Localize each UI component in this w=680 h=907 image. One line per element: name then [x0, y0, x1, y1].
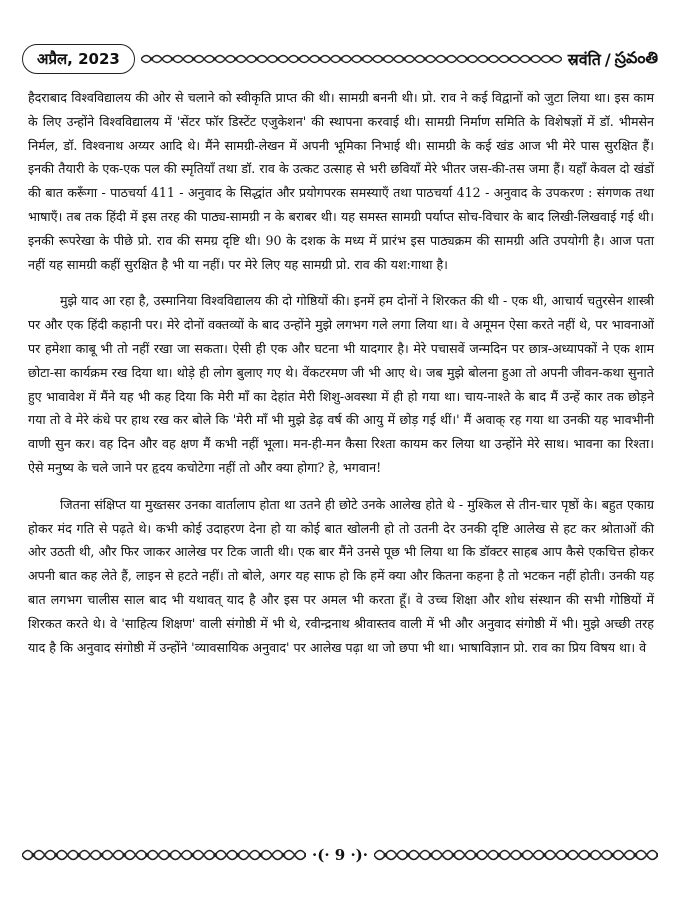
title-separator: /	[604, 49, 611, 69]
page-header	[22, 44, 658, 74]
issue-date: अप्रैल, 2023	[22, 44, 135, 74]
magazine-title: स्रवंति	[567, 50, 601, 69]
page-footer	[22, 838, 658, 872]
paragraph-3: जितना संक्षिप्त या मुख्तसर उनका वार्तालाप होता था उतने ही छोटे उनके आलेख होते थे - मुश्किल से तीन-चार पृष्ठों के। बहुत एकाग्र होकर मंद गति से पढ़ते थे। कभी कोई उदाहरण देना हो या कोई बात खोलनी हो तो उतनी देर उनकी दृष्टि आलेख से हट कर श्रोताओं की ओर उठती थी, और फिर जाकर आलेख पर टिक जाती थी। एक बार मैंने उनसे पूछ भी लिया था कि डॉक्टर साहब आप कैसे एकचित्त होकर अपनी बात कह लेते हैं, लाइन से हटते नहीं। तो बोले, अगर यह साफ हो कि हमें क्या और कितना कहना है तो भटकन नहीं होती। उनकी यह बात लगभग चालीस साल बाद भी यथावत् याद है और इस पर अमल भी करता हूँ। वे उच्च शिक्षा और शोध संस्थान की सभी गोष्ठियों में शिरकत करते थे। वे 'साहित्य शिक्षण' वाली संगोष्ठी में भी थे, रवीन्द्रनाथ श्रीवास्तव वाली में भी और अनुवाद संगोष्ठी में भी। मुझे अच्छी तरह याद है कि अनुवाद संगोष्ठी में उन्होंने 'व्यावसायिक अनुवाद' पर आलेख पढ़ा था जो छपा भी था। भाषाविज्ञान प्रो. राव का प्रिय विषय था। वे	[28, 496, 654, 655]
article-body	[28, 86, 654, 672]
ornamental-border-left-icon	[22, 844, 306, 866]
paragraph-1: हैदराबाद विश्वविद्यालय की ओर से चलाने को स्वीकृति प्राप्त की थी। सामग्री बननी थी। प्रो. राव ने कई विद्वानों को जुटा लिया था। इस काम के लिए उन्होंने विश्वविद्यालय में 'सेंटर फॉर डिस्टेंट एजुकेशन' की स्थापना करवाई थी। सामग्री निर्माण समिति के विशेषज्ञों में डॉ. भीमसेन निर्मल, डॉ. विश्वनाथ अय्यर आदि थे। मैंने सामग्री-लेखन में अपनी भूमिका निभाई थी। सामग्री के कई खंड आज भी मेरे पास सुरक्षित हैं। इनकी तैयारी के एक-एक पल की स्मृतियाँ तथा डॉ. राव के उत्कट उत्साह से भरी छवियाँ मेरे भीतर जस-की-तस जमा हैं। यहाँ केवल दो खंडों की बात करूँगा - पाठचर्या 411 - अनुवाद के सिद्धांत और प्रयोगपरक समस्याएँ तथा पाठचर्या 412 - अनुवाद के उपकरण : संगणक तथा भाषाएँ। तब तक हिंदी में इस तरह की पाठ्य-सामग्री न के बराबर थी। यह समस्त सामग्री पर्याप्त सोच-विचार के बाद लिखी-लिखवाई गई थी। इनकी रूपरेखा के पीछे प्रो. राव की समग्र दृष्टि थी। 90 के दशक के मध्य में प्रारंभ इस पाठ्यक्रम की सामग्री अति उपयोगी है। आज पता नहीं यह सामग्री कहीं सुरक्षित है भी या नहीं। पर मेरे लिए यह सामग्री प्रो. राव की यश:गाथा है।	[28, 90, 654, 272]
ornamental-border-right-icon	[374, 844, 658, 866]
paragraph-2: मुझे याद आ रहा है, उस्मानिया विश्वविद्यालय की दो गोष्ठियों की। इनमें हम दोनों ने शिरकत की थी - एक थी, आचार्य चतुरसेन शास्त्री पर और एक हिंदी कहानी पर। मेरे दोनों वक्तव्यों के बाद उन्होंने मुझे लगभग गले लगा लिया था। वे अमूमन ऐसा करते नहीं थे, पर भावनाओं पर हमेशा काबू भी तो नहीं रखा जा सकता। ऐसी ही एक और घटना भी यादगार है। मेरे पचासवें जन्मदिन पर छात्र-अध्यापकों ने एक शाम छोटा-सा कार्यक्रम रख दिया था। थोड़े ही लोग बुलाए गए थे। वेंकटरमण जी भी आए थे। जब मुझे बोलना हुआ तो अपनी जीवन-कथा सुनाते हुए भावावेश में मैंने यह भी कह दिया कि मेरी माँ का देहांत मेरी शिशु-अवस्था में ही हो गया था। चाय-नाश्ते के बाद मैं उन्हें कार तक छोड़ने गया तो वे मेरे कंधे पर हाथ रख कर बोले कि 'मेरी माँ भी मुझे डेढ़ वर्ष की आयु में छोड़ गई थीं।' मैं अवाक् रह गया था उनकी यह भावभीनी वाणी सुन कर। वह दिन और वह क्षण मैं कभी नहीं भूला। मन-ही-मन कैसा रिश्ता कायम कर लिया था उन्होंने मेरे साथ। भावना का रिश्ता। ऐसे मनुष्य के चले जाने पर हृदय कचोटेगा नहीं तो और क्या होगा? हे, भगवान!	[28, 293, 654, 475]
ornamental-border-icon	[141, 51, 562, 67]
magazine-title-telugu: స్రవంతి	[614, 47, 658, 67]
page-number: ·(· 9 ·)·	[312, 846, 368, 864]
page-number-value: 9	[334, 846, 346, 864]
